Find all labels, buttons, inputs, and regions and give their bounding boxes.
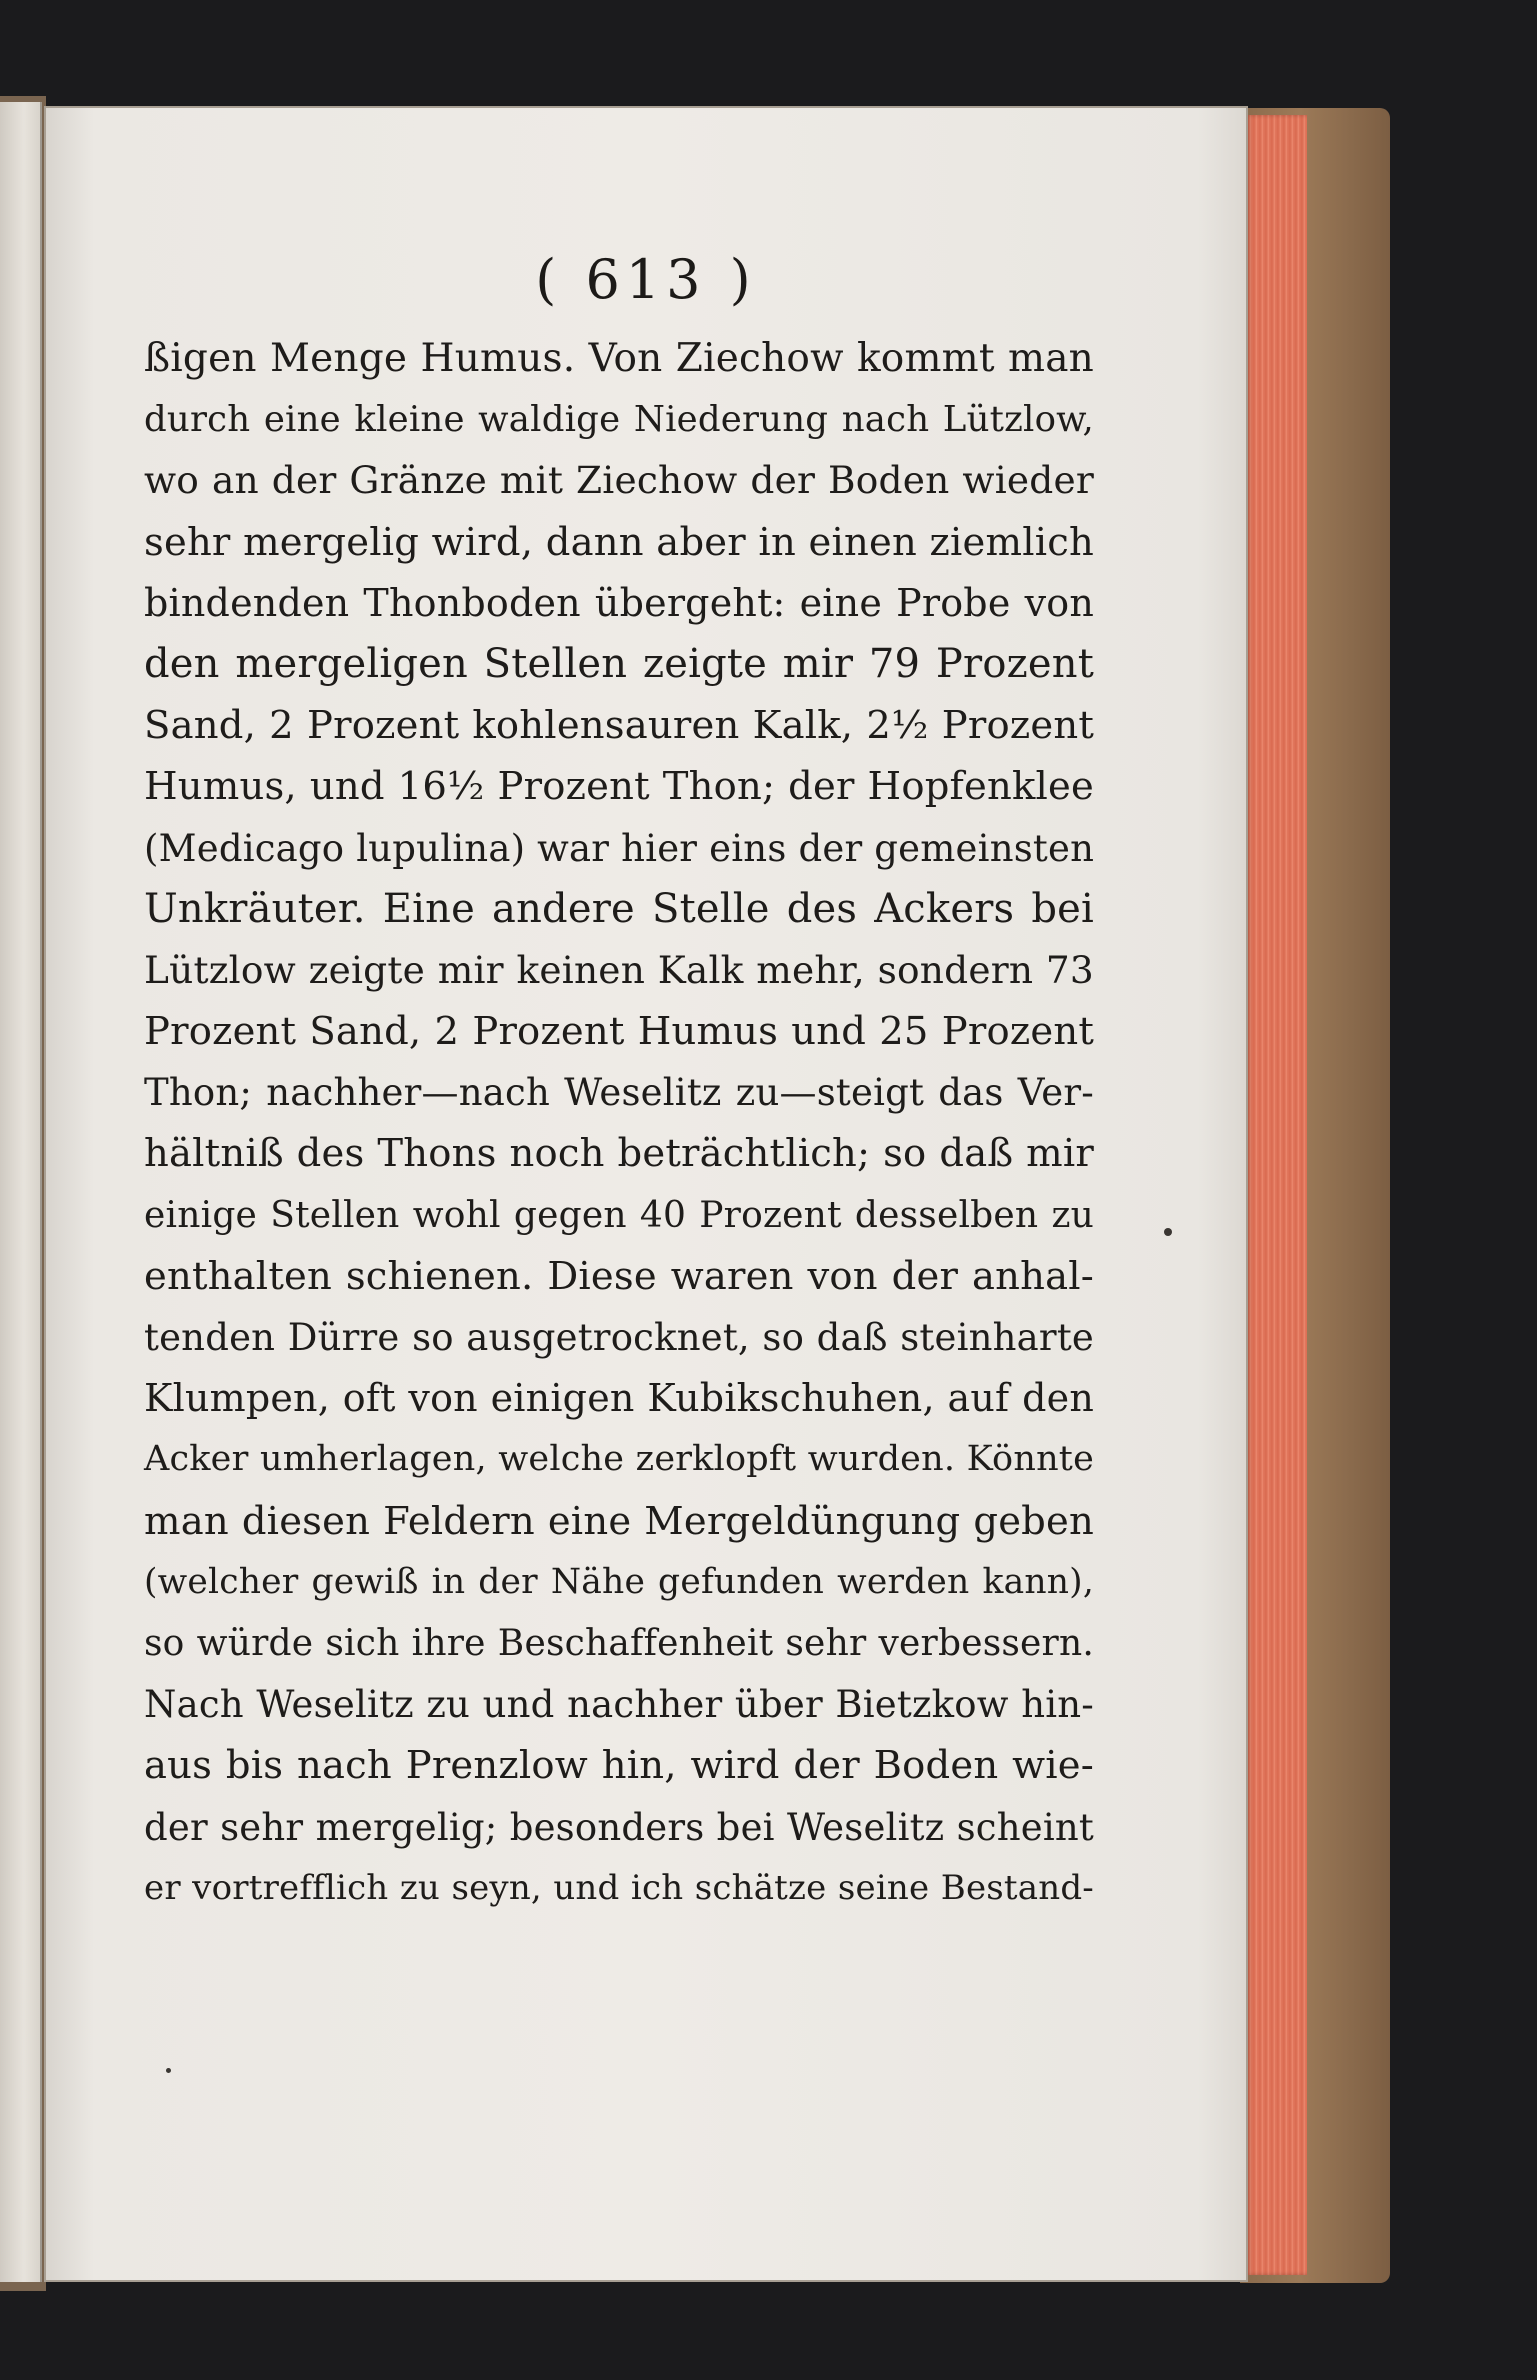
text-line: einige Stellen wohl gegen 40 Prozent desselben zu <box>144 1194 1094 1236</box>
text-line: tenden Dürre so ausgetrocknet, so daß steinharte <box>144 1316 1094 1359</box>
text-line: Acker umherlagen, welche zerklopft wurden. Könnte <box>144 1439 1094 1480</box>
text-line: Humus, und 16½ Prozent Thon; der Hopfenklee <box>144 764 1094 810</box>
paper-speck <box>1164 1228 1172 1236</box>
page-block-edge <box>1245 115 1307 2275</box>
text-line: man diesen Feldern eine Mergeldüngung geben <box>144 1498 1094 1544</box>
text-line: so würde sich ihre Beschaffenheit sehr verbessern. <box>144 1622 1094 1664</box>
text-line: hältniß des Thons noch beträchtlich; so daß mir <box>144 1131 1094 1177</box>
text-line: Lützlow zeigte mir keinen Kalk mehr, sondern 73 <box>144 947 1094 992</box>
text-line: sehr mergelig wird, dann aber in einen ziemlich <box>144 519 1094 565</box>
text-line: Sand, 2 Prozent kohlensauren Kalk, 2½ Prozent <box>144 703 1094 749</box>
text-line: Klumpen, oft von einigen Kubikschuhen, auf den <box>144 1376 1094 1421</box>
text-line: Thon; nachher—nach Weselitz zu—steigt das Ver- <box>144 1071 1094 1115</box>
text-line: wo an der Gränze mit Ziechow der Boden wieder <box>144 458 1094 503</box>
text-line: bindenden Thonboden übergeht: eine Probe von <box>144 580 1094 625</box>
text-line: (Medicago lupulina) war hier eins der gemeinsten <box>144 826 1095 870</box>
text-line: aus bis nach Prenzlow hin, wird der Boden wie- <box>144 1743 1094 1789</box>
text-line: er vortrefflich zu seyn, und ich schätze seine Bestand- <box>144 1867 1094 1908</box>
left-page <box>0 102 42 2282</box>
book-page <box>46 108 1246 2280</box>
text-line: Prozent Sand, 2 Prozent Humus und 25 Prozent <box>144 1009 1094 1055</box>
text-line: ßigen Menge Humus. Von Ziechow kommt man <box>144 336 1094 381</box>
text-line: Nach Weselitz zu und nachher über Bietzkow hin- <box>144 1683 1094 1727</box>
text-line: durch eine kleine waldige Niederung nach Lützlow, <box>144 399 1094 441</box>
text-line: der sehr mergelig; besonders bei Weselitz scheint <box>144 1805 1094 1849</box>
text-line: (welcher gewiß in der Nähe gefunden werden kann), <box>144 1561 1094 1602</box>
paper-speck <box>166 2068 171 2073</box>
page-text <box>144 328 1094 1919</box>
text-line: Unkräuter. Eine andere Stelle des Ackers bei <box>144 885 1094 932</box>
text-line: enthalten schienen. Diese waren von der anhal- <box>144 1253 1094 1299</box>
page-number: ( 613 ) <box>535 248 757 311</box>
text-line: den mergeligen Stellen zeigte mir 79 Prozent <box>144 640 1094 687</box>
page-header <box>46 248 1246 311</box>
